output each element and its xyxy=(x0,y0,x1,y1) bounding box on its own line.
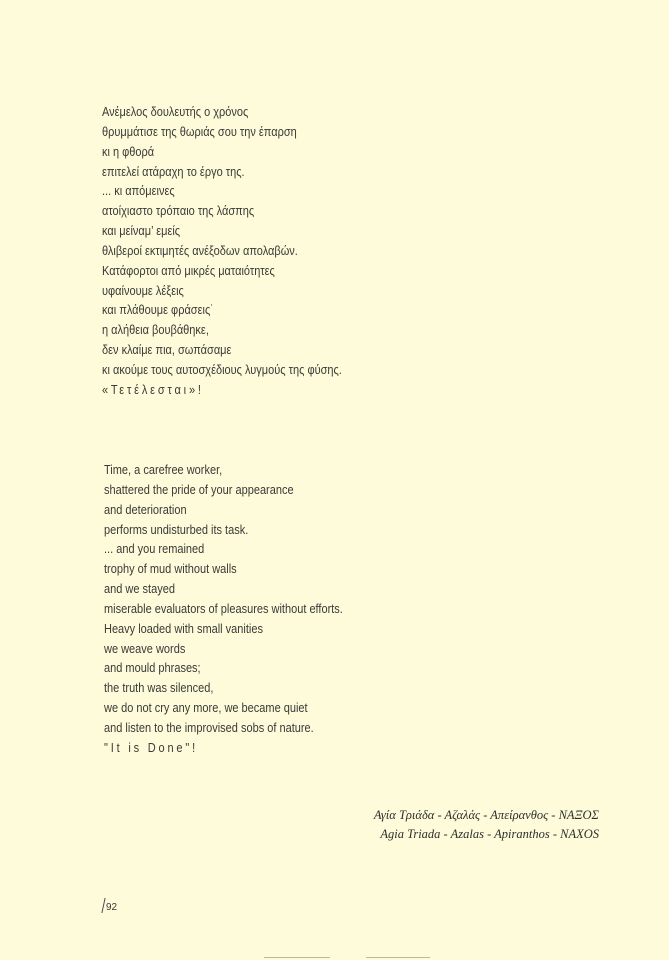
poem-line: θρυμμάτισε της θωριάς σου την έπαρση xyxy=(102,124,297,139)
poem-line: miserable evaluators of pleasures without efforts. xyxy=(104,601,343,616)
location-caption-english: Agia Triada - Azalas - Apiranthos - NAXOS xyxy=(380,827,599,841)
poem-line: shattered the pride of your appearance xyxy=(104,482,294,497)
english-poem xyxy=(104,461,343,759)
poem-line: κι ακούμε τους αυτοσχέδιους λυγμούς της φύσης. xyxy=(102,362,342,377)
poem-line: Κατάφορτοι από μικρές ματαιότητες xyxy=(102,263,275,278)
poem-line: and we stayed xyxy=(104,582,175,597)
scan-edge-mark xyxy=(366,957,430,958)
poem-line: and deterioration xyxy=(104,502,187,517)
poem-line: ... and you remained xyxy=(104,542,205,557)
poem-line: the truth was silenced, xyxy=(104,681,214,696)
poem-line: η αλήθεια βουβάθηκε, xyxy=(102,323,209,338)
page-number xyxy=(103,895,117,913)
poem-line: performs undisturbed its task. xyxy=(104,522,249,537)
poem-line: we weave words xyxy=(104,641,186,656)
location-caption-greek: Αγία Τριάδα - Αζαλάς - Απείρανθος - ΝΑΞΟΣ xyxy=(373,808,599,822)
poem-line: υφαίνουμε λέξεις xyxy=(102,283,184,298)
location-caption xyxy=(374,806,599,844)
poem-line: and mould phrases; xyxy=(104,661,201,676)
poem-line: Time, a carefree worker, xyxy=(104,463,223,477)
scan-edge-mark xyxy=(264,957,330,958)
poem-line: ατοίχιαστο τρόπαιο της λάσπης xyxy=(102,204,255,219)
page-number-value: 92 xyxy=(106,902,118,913)
poem-line: και πλάθουμε φράσεις˙ xyxy=(102,303,214,318)
poem-line: Ανέμελος δουλευτής ο χρόνος xyxy=(102,105,249,119)
poem-line: θλιβεροί εκτιμητές ανέξοδων απολαβών. xyxy=(102,243,298,258)
poem-line: we do not cry any more, we became quiet xyxy=(104,701,308,716)
poem-line: and listen to the improvised sobs of nature. xyxy=(104,720,314,735)
poem-line: και μείναμ’ εμείς xyxy=(102,224,181,239)
page-number-rule xyxy=(101,898,105,913)
poem-line: κι η φθορά xyxy=(102,144,155,159)
greek-poem xyxy=(102,103,342,401)
poem-line: ... κι απόμεινες xyxy=(102,184,175,199)
poem-closing-line: «Τετέλεσται»! xyxy=(102,382,204,397)
poem-line: επιτελεί ατάραχη το έργο της. xyxy=(102,164,245,179)
poem-line: trophy of mud without walls xyxy=(104,562,237,577)
poem-line: δεν κλαίμε πια, σωπάσαμε xyxy=(102,343,232,358)
poem-line: Heavy loaded with small vanities xyxy=(104,621,263,636)
poem-closing-line: "It is Done"! xyxy=(104,740,198,755)
